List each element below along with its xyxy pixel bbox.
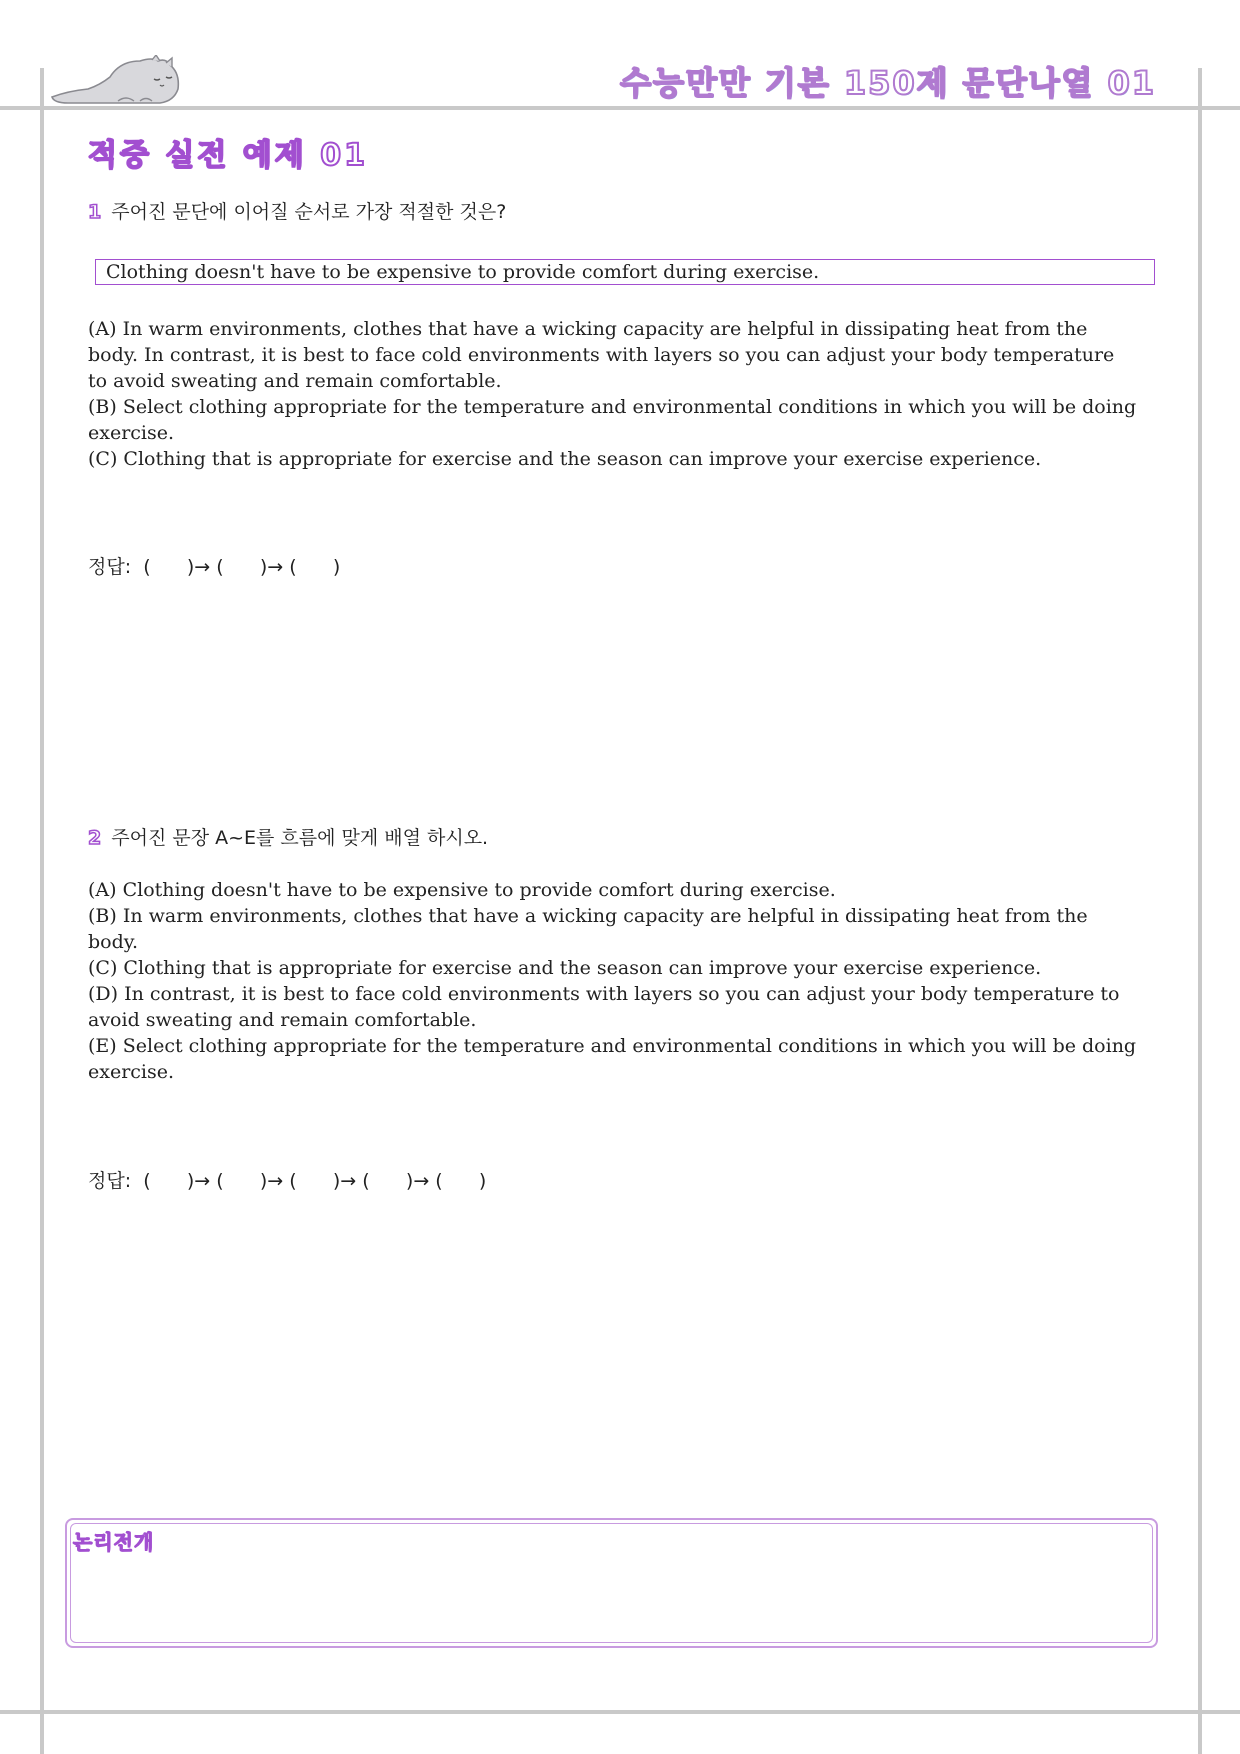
question-2-text: 주어진 문장 A~E를 흐름에 맞게 배열 하시오. [111, 827, 489, 849]
sentence-d: (D) In contrast, it is best to face cold environments with layers so you can adjust your body temperature to avoid sweating and remain comfortable. [88, 983, 1120, 1031]
sentence-c: (C) Clothing that is appropriate for exercise and the season can improve your exercise experience. [88, 957, 1042, 979]
logic-development-label: 논리전개 [73, 1530, 155, 1554]
question-2-sentences [88, 877, 1138, 1085]
sleeping-cat-icon [48, 55, 183, 110]
header-rule [0, 106, 1240, 110]
paragraph-c: (C) Clothing that is appropriate for exercise and the season can improve your exercise experience. [88, 448, 1042, 470]
given-paragraph-box: Clothing doesn't have to be expensive to provide comfort during exercise. [95, 259, 1155, 285]
right-margin-rule [1198, 68, 1202, 1754]
left-margin-rule [40, 68, 44, 1754]
paragraph-b: (B) Select clothing appropriate for the temperature and environmental conditions in which you will be doing exercise. [88, 396, 1137, 444]
question-2-prompt [88, 823, 488, 850]
question-1-prompt [88, 197, 506, 224]
section-title: 적중 실전 예제 01 [88, 138, 368, 173]
header-title: 수능만만 기본 150제 문단나열 01 [620, 64, 1156, 102]
paragraph-a: (A) In warm environments, clothes that have a wicking capacity are helpful in dissipating heat from the body. In contrast, it is best to face cold environments with layers so you can adjust your body temperature to avoid sweating and remain comfortable. [88, 318, 1115, 392]
question-1-text: 주어진 문단에 이어질 순서로 가장 적절한 것은? [111, 201, 507, 223]
question-1-answer-line: 정답: ( )→ ( )→ ( ) [88, 556, 341, 578]
question-1-paragraphs [88, 316, 1138, 472]
logic-development-box [65, 1518, 1158, 1648]
question-1-number: 1 [88, 201, 102, 223]
sentence-e: (E) Select clothing appropriate for the temperature and environmental conditions in which you will be doing exercise. [88, 1035, 1137, 1083]
sentence-a: (A) Clothing doesn't have to be expensive to provide comfort during exercise. [88, 879, 836, 901]
question-2-number: 2 [88, 827, 102, 849]
footer-rule [0, 1710, 1240, 1714]
question-2-answer-line: 정답: ( )→ ( )→ ( )→ ( )→ ( ) [88, 1170, 487, 1192]
sentence-b: (B) In warm environments, clothes that have a wicking capacity are helpful in dissipating heat from the body. [88, 905, 1088, 953]
